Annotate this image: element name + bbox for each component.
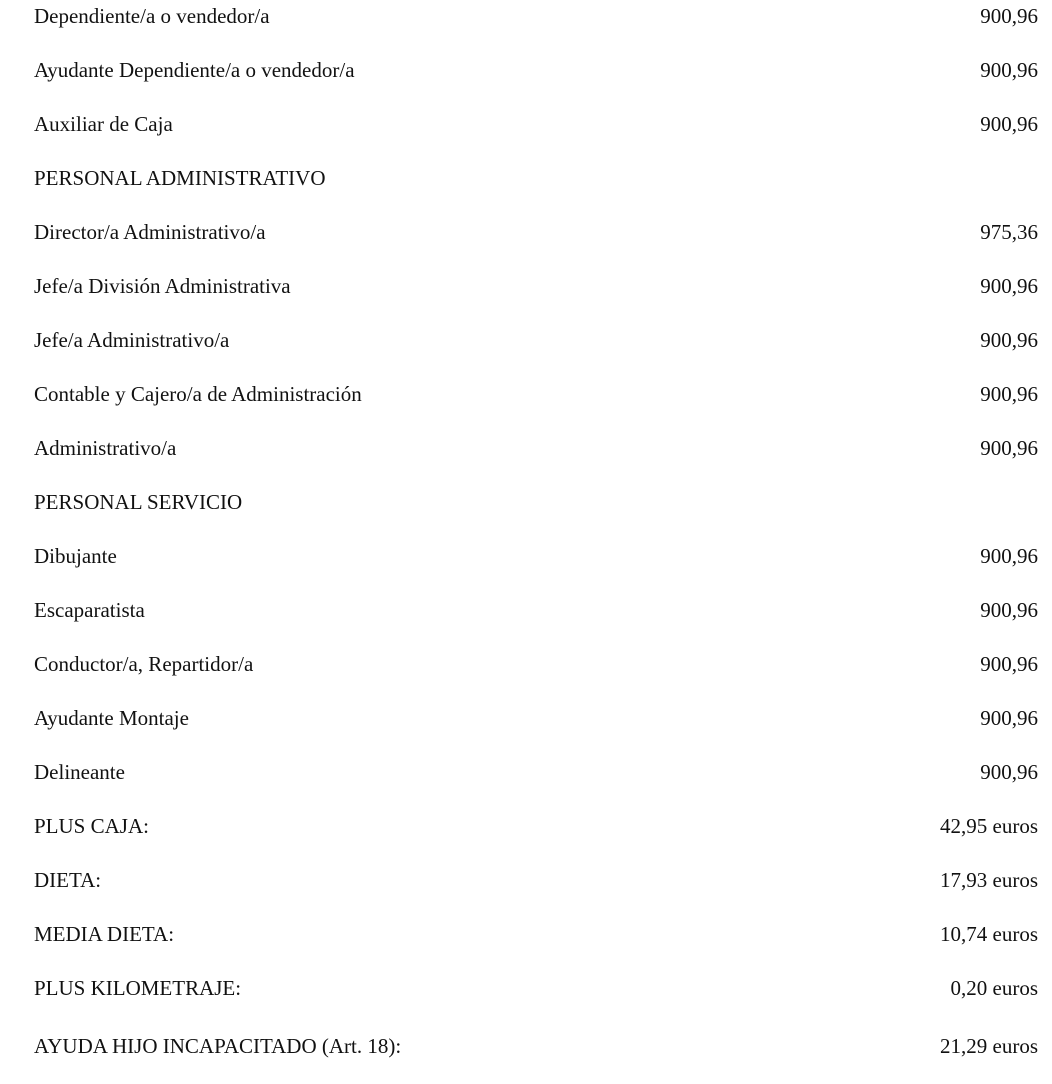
table-row: [34, 378, 1038, 432]
row-label: Director/a Administrativo/a: [34, 220, 266, 244]
section-heading: PERSONAL SERVICIO: [34, 490, 243, 514]
table-row: [34, 216, 1038, 270]
row-label: Administrativo/a: [34, 436, 177, 460]
row-label: AYUDA HIJO INCAPACITADO (Art. 18):: [34, 1034, 402, 1058]
table-row: [34, 756, 1038, 810]
table-row: [34, 540, 1038, 594]
table-row: [34, 702, 1038, 756]
table-row: [34, 918, 1038, 972]
row-label: DIETA:: [34, 868, 102, 892]
row-label: Ayudante Dependiente/a o vendedor/a: [34, 58, 355, 82]
row-label: MEDIA DIETA:: [34, 922, 175, 946]
table-row: [34, 432, 1038, 486]
table-row: [34, 972, 1038, 1026]
section-heading-row: [34, 486, 1038, 540]
row-label: PLUS CAJA:: [34, 814, 149, 838]
row-label: Delineante: [34, 760, 125, 784]
table-row: [34, 54, 1038, 108]
row-value: 900,96: [980, 598, 1038, 622]
row-label: PLUS KILOMETRAJE:: [34, 976, 242, 1000]
table-row: [34, 0, 1038, 54]
table-row: [34, 810, 1038, 864]
table-row: [34, 648, 1038, 702]
row-value: 900,96: [980, 706, 1038, 730]
row-value: 21,29 euros: [940, 1034, 1038, 1058]
row-label: Ayudante Montaje: [34, 706, 189, 730]
row-label: Conductor/a, Repartidor/a: [34, 652, 254, 676]
row-value: 0,20 euros: [950, 976, 1038, 1000]
row-value: 900,96: [980, 760, 1038, 784]
row-value: 975,36: [980, 220, 1038, 244]
row-label: Contable y Cajero/a de Administración: [34, 382, 362, 406]
row-value: 900,96: [980, 4, 1038, 28]
table-row: [34, 324, 1038, 378]
section-heading-row: [34, 162, 1038, 216]
row-value: 900,96: [980, 436, 1038, 460]
section-heading: PERSONAL ADMINISTRATIVO: [34, 166, 326, 190]
row-label: Dependiente/a o vendedor/a: [34, 4, 270, 28]
table-row: [34, 270, 1038, 324]
table-row: [34, 108, 1038, 162]
row-value: 900,96: [980, 328, 1038, 352]
row-value: 17,93 euros: [940, 868, 1038, 892]
row-value: 900,96: [980, 652, 1038, 676]
row-label: Jefe/a Administrativo/a: [34, 328, 230, 352]
table-row: [34, 1030, 1038, 1084]
row-value: 900,96: [980, 58, 1038, 82]
row-value: 900,96: [980, 112, 1038, 136]
table-row: [34, 864, 1038, 918]
row-label: Auxiliar de Caja: [34, 112, 173, 136]
row-value: 900,96: [980, 274, 1038, 298]
row-value: 42,95 euros: [940, 814, 1038, 838]
row-label: Jefe/a División Administrativa: [34, 274, 291, 298]
row-value: 900,96: [980, 382, 1038, 406]
row-value: 10,74 euros: [940, 922, 1038, 946]
row-label: Escaparatista: [34, 598, 145, 622]
row-label: Dibujante: [34, 544, 117, 568]
row-value: 900,96: [980, 544, 1038, 568]
table-row: [34, 594, 1038, 648]
